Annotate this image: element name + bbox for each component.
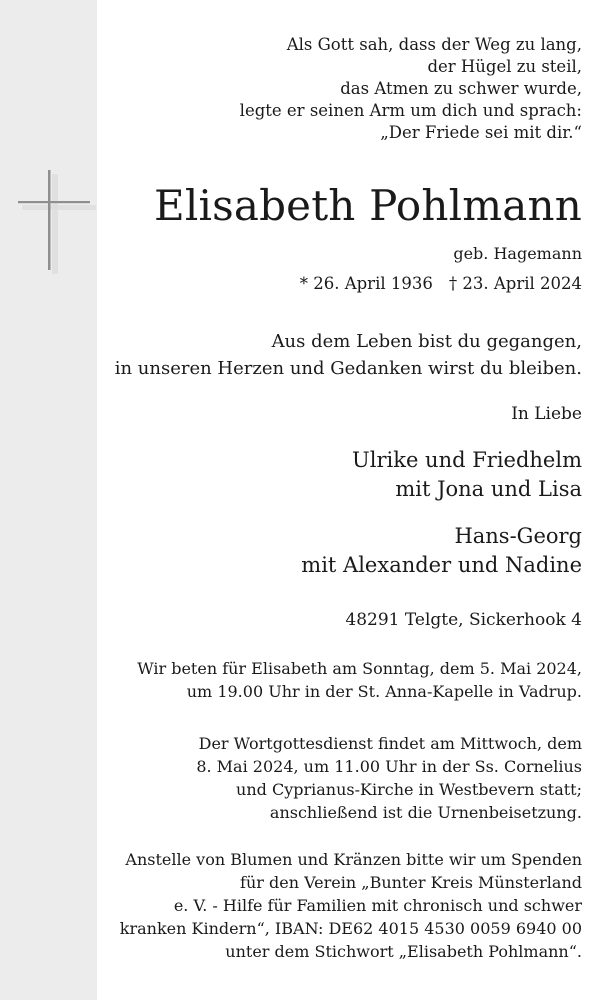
quote-line: in unseren Herzen und Gedanken wirst du bleiben. bbox=[114, 358, 582, 379]
birth-date: * 26. April 1936 bbox=[299, 274, 433, 293]
family-line: mit Alexander und Nadine bbox=[301, 553, 582, 577]
deceased-name: Elisabeth Pohlmann bbox=[153, 181, 582, 230]
family-group bbox=[301, 522, 582, 580]
family-group bbox=[352, 446, 582, 504]
verse-line: legte er seinen Arm um dich und sprach: bbox=[239, 101, 582, 120]
service-line: Der Wortgottesdienst findet am Mittwoch, dem bbox=[198, 734, 582, 753]
family-line: Ulrike und Friedhelm bbox=[352, 448, 582, 472]
birth-name: geb. Hagemann bbox=[453, 244, 582, 263]
prayer-line: Wir beten für Elisabeth am Sonntag, dem 5. Mai 2024, bbox=[137, 659, 582, 678]
donation-line: kranken Kindern“, IBAN: DE62 4015 4530 0059 6940 00 bbox=[119, 919, 582, 938]
donation-notice bbox=[120, 848, 582, 963]
prayer-notice bbox=[137, 657, 582, 703]
verse-line: Als Gott sah, dass der Weg zu lang, bbox=[286, 35, 582, 54]
quote-line: Aus dem Leben bist du gegangen, bbox=[271, 331, 582, 352]
family-line: mit Jona und Lisa bbox=[395, 477, 582, 501]
cross-icon bbox=[18, 170, 96, 276]
family-line: Hans-Georg bbox=[454, 524, 582, 548]
service-line: anschließend ist die Urnenbeisetzung. bbox=[269, 803, 582, 822]
donation-line: für den Verein „Bunter Kreis Münsterland bbox=[240, 873, 582, 892]
verse bbox=[240, 34, 582, 144]
service-line: und Cyprianus-Kirche in Westbevern statt; bbox=[236, 780, 582, 799]
memorial-quote bbox=[115, 328, 582, 382]
donation-line: Anstelle von Blumen und Kränzen bitte wir um Spenden bbox=[125, 850, 582, 869]
address: 48291 Telgte, Sickerhook 4 bbox=[345, 610, 582, 630]
decorative-sidebar bbox=[0, 0, 97, 1000]
death-date: † 23. April 2024 bbox=[448, 274, 582, 293]
verse-line: „Der Friede sei mit dir.“ bbox=[380, 123, 582, 142]
service-line: 8. Mai 2024, um 11.00 Uhr in der Ss. Cornelius bbox=[196, 757, 582, 776]
service-notice bbox=[196, 732, 582, 824]
life-dates bbox=[300, 273, 582, 295]
in-love-label: In Liebe bbox=[511, 404, 582, 424]
donation-line: e. V. - Hilfe für Familien mit chronisch und schwer bbox=[173, 896, 582, 915]
donation-line: unter dem Stichwort „Elisabeth Pohlmann“. bbox=[225, 942, 582, 961]
verse-line: das Atmen zu schwer wurde, bbox=[340, 79, 582, 98]
prayer-line: um 19.00 Uhr in der St. Anna-Kapelle in Vadrup. bbox=[186, 682, 582, 701]
verse-line: der Hügel zu steil, bbox=[427, 57, 582, 76]
